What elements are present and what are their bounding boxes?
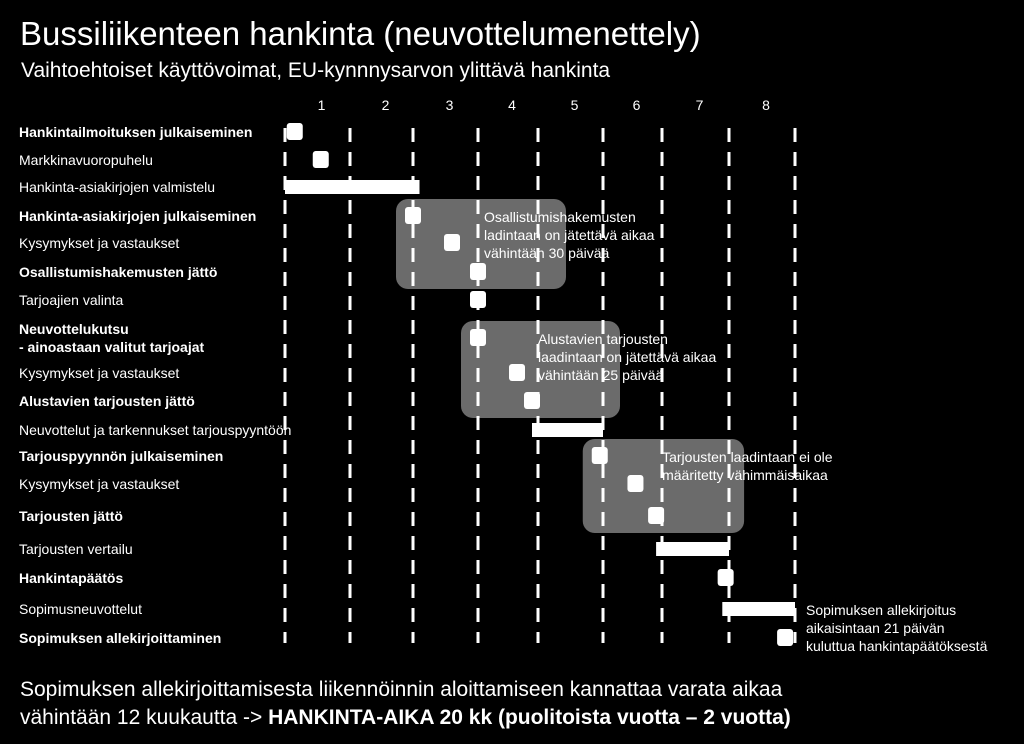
milestone-marker <box>405 207 421 224</box>
milestone-marker <box>444 234 460 251</box>
task-label: Sopimuksen allekirjoittaminen <box>19 630 222 646</box>
annotation-text: laadintaan on jätettävä aikaa <box>538 349 717 365</box>
annotation-text: vähintään 25 päivää <box>538 367 664 383</box>
task-label: Tarjoajien valinta <box>19 292 124 308</box>
milestone-marker <box>648 507 664 524</box>
task-label: Markkinavuoropuhelu <box>19 152 153 168</box>
task-label: Hankintapäätös <box>19 570 124 586</box>
column-header: 4 <box>508 97 516 113</box>
milestone-marker <box>470 263 486 280</box>
milestone-marker <box>287 123 303 140</box>
milestone-marker <box>524 392 540 409</box>
annotation-text: vähintään 30 päivää <box>484 245 610 261</box>
milestone-marker <box>718 569 734 586</box>
column-header: 1 <box>317 97 326 113</box>
milestone-marker <box>777 629 793 646</box>
task-label: Kysymykset ja vastaukset <box>19 476 180 492</box>
annotation-text: Tarjousten laadintaan ei ole <box>662 449 833 465</box>
task-label: Kysymykset ja vastaukset <box>19 365 180 381</box>
page-subtitle: Vaihtoehtoiset käyttövoimat, EU-kynnnysarvon ylittävä hankinta <box>21 59 611 82</box>
task-label: Neuvottelut ja tarkennukset tarjouspyyntöön <box>19 422 292 438</box>
milestone-marker <box>627 475 643 492</box>
column-header: 5 <box>570 97 579 113</box>
task-bar <box>656 542 729 556</box>
task-label: Tarjousten vertailu <box>19 541 133 557</box>
annotation-text: Alustavien tarjousten <box>538 331 668 347</box>
milestone-marker <box>470 329 486 346</box>
annotation-text: määritetty vähimmäisaikaa <box>662 467 828 483</box>
task-label: Osallistumishakemusten jättö <box>19 264 218 280</box>
task-label: - ainoastaan valitut tarjoajat <box>19 339 205 355</box>
footer-line-2-emphasis: HANKINTA-AIKA 20 kk (puolitoista vuotta – 2 vuotta) <box>268 706 791 729</box>
task-bar <box>722 602 795 616</box>
milestone-marker <box>592 447 608 464</box>
task-label: Alustavien tarjousten jättö <box>19 393 195 409</box>
task-label: Kysymykset ja vastaukset <box>19 235 180 251</box>
column-header: 3 <box>445 97 454 113</box>
footer-note <box>20 676 791 732</box>
annotation-text: kuluttua hankintapäätöksestä <box>806 638 988 654</box>
column-header: 2 <box>381 97 390 113</box>
annotation-text: aikaisintaan 21 päivän <box>806 620 945 636</box>
column-header: 7 <box>695 97 704 113</box>
task-label: Neuvottelukutsu <box>19 321 129 337</box>
annotation-text: ladintaan on jätettävä aikaa <box>484 227 655 243</box>
milestone-marker <box>509 364 525 381</box>
milestone-marker <box>470 291 486 308</box>
page-title: Bussiliikenteen hankinta (neuvottelumenettely) <box>20 15 701 52</box>
task-label: Sopimusneuvottelut <box>19 601 142 617</box>
task-label: Hankinta-asiakirjojen valmistelu <box>19 179 216 195</box>
annotation-text: Sopimuksen allekirjoitus <box>806 602 957 618</box>
milestone-marker <box>313 151 329 168</box>
task-label: Tarjousten jättö <box>19 508 123 524</box>
task-bar <box>285 180 420 194</box>
footer-line-2-prefix: vähintään 12 kuukautta -> <box>20 706 269 729</box>
column-header: 6 <box>632 97 641 113</box>
task-label: Hankinta-asiakirjojen julkaiseminen <box>19 208 257 224</box>
task-label: Hankintailmoituksen julkaiseminen <box>19 124 253 140</box>
footer-line-2 <box>20 704 791 732</box>
footer-line-1: Sopimuksen allekirjoittamisesta liikennöinnin aloittamiseen kannattaa varata aikaa <box>20 678 783 701</box>
annotation-text: Osallistumishakemusten <box>484 209 636 225</box>
column-header: 8 <box>762 97 770 113</box>
task-bar <box>532 423 603 437</box>
task-label: Tarjouspyynnön julkaiseminen <box>19 448 224 464</box>
